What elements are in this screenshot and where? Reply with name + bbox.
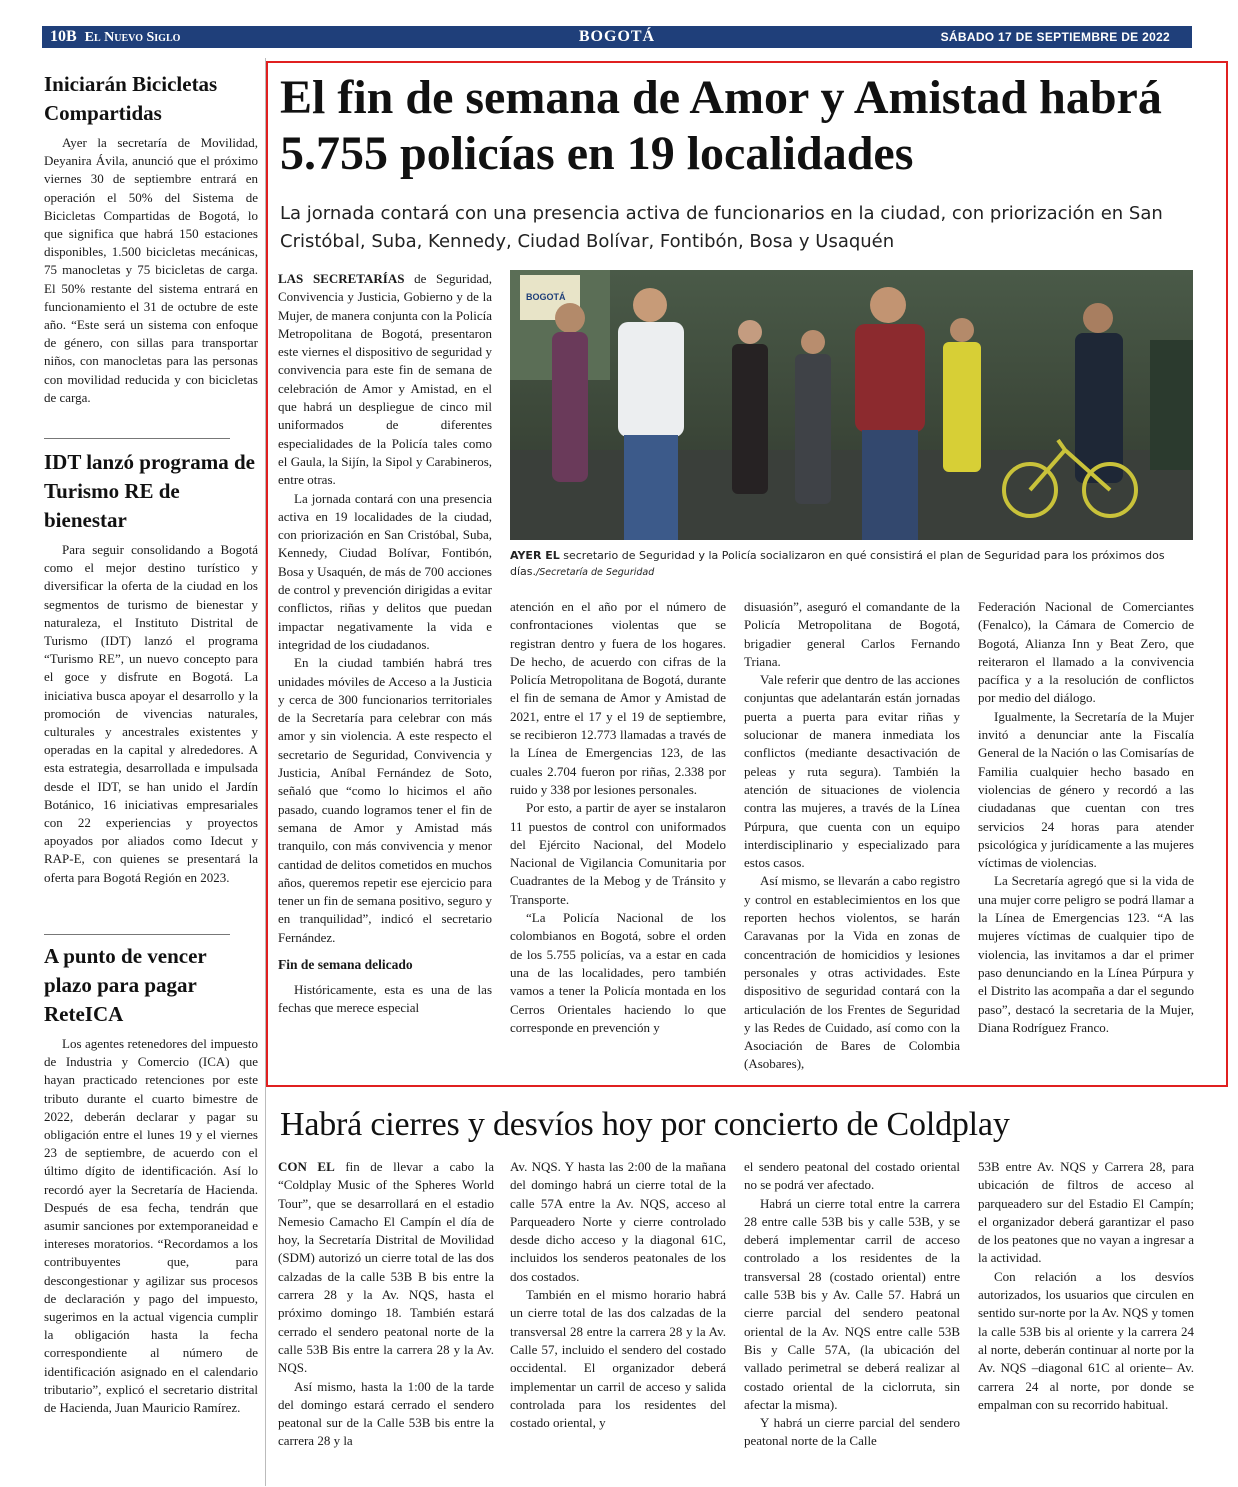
coldplay-headline: Habrá cierres y desvíos hoy por concierto de Coldplay	[280, 1106, 1010, 1143]
main-deck: La jornada contará con una presencia activa de funcionarios en la ciudad, con priorización en San Cristóbal, Suba, Kennedy, Ciudad Bolívar, Fontibón, Bosa y Usaquén	[280, 203, 1163, 252]
paragraph: disuasión”, aseguró el comandante de la Policía Metropolitana de Bogotá, brigadier general Carlos Fernando Triana.	[744, 599, 960, 669]
brief-separator	[44, 934, 230, 935]
coldplay-col-1	[278, 1158, 494, 1451]
caption-lead: AYER EL	[510, 549, 560, 562]
person-5	[855, 287, 925, 540]
paragraph: Así mismo, hasta la 1:00 de la tarde del domingo estará cerrado el sendero peatonal sur de la Calle 53B bis entre la carrera 28 y la	[278, 1378, 494, 1449]
podium-sign-text: BOGOTÁ	[526, 292, 566, 302]
person-2	[618, 288, 684, 540]
photo-credit: /Secretaría de Seguridad	[536, 567, 655, 578]
brief-turismo	[44, 448, 258, 887]
paragraph: fin de llevar a cabo la “Coldplay Music of the Spheres World Tour”, que se desarrollará en el estadio Nemesio Camacho El Campín el día de hoy, la Secretaría Distrital de Movilidad (SDM) autorizó un cierre total de las dos calzadas de la calle 53B B bis entre la carrera 28 y la Av. NQS, hasta el próximo domingo 18. También estará cerrado el sendero peatonal norte de la calle 53B Bis entre la carrera 28 y la Av. NQS.	[278, 1159, 495, 1376]
lead-in: CON EL	[278, 1159, 335, 1174]
coldplay-col-2	[510, 1158, 726, 1432]
main-article-col-2	[510, 598, 726, 1037]
photo-caption	[510, 548, 1193, 581]
paragraph: Así mismo, se llevarán a cabo registro y control en establecimientos en los que reporten hechos violentos, se harán Caravanas por la Vida en zonas de concentración de homicidios y lesiones personales y otras actividades. Este dispositivo de seguridad contará con la articulación de los Frentes de Seguridad y las Redes de Cuidado, así como con la Asociación de Bares de Colombia (Asobares),	[744, 873, 960, 1072]
paragraph: Federación Nacional de Comerciantes (Fenalco), la Cámara de Comercio de Bogotá, Alianza Inn y Beat Zero, que reiteraron el llamado a la convivencia pacífica y a la resolución de conflictos por medio del diálogo.	[978, 599, 1194, 706]
page-number: 10B El Nuevo Siglo	[50, 28, 181, 45]
paragraph: La Secretaría agregó que si la vida de una mujer corre peligro se podrá llamar a la Línea de Emergencias 123. “A las mujeres víctimas de cualquier tipo de violencia, las invitamos a dar el primer paso denunciando en la Línea Púrpura y el Distrito las acompaña a dar el segundo paso”, destacó la secretaria de la Mujer, Diana Rodríguez Franco.	[978, 873, 1194, 1035]
issue-date: SÁBADO 17 DE SEPTIEMBRE DE 2022	[940, 30, 1170, 44]
paragraph: Igualmente, la Secretaría de la Mujer invitó a denunciar ante la Fiscalía General de la Nación o las Comisarías de Familia cualquier hecho basado en violencias de género y recordó a las ciudadanas que cuentan con tres servicios 24 horas para atender psicológica y jurídicamente a las mujeres víctimas de violencias.	[978, 708, 1194, 871]
paragraph: de Seguridad, Convivencia y Justicia, Gobierno y de la Mujer, de manera conjunta con la Policía Metropolitana de Bogotá, presentaron este viernes el dispositivo de seguridad y convivencia para este fin de semana de celebración de Amor y Amistad, en el que habrá un despliegue de cinco mil uniformados de diferentes especialidades de la Policía tales como el Gaula, la Sijín, la Sipol y Carabineros, entre otras.	[278, 271, 492, 488]
newspaper-name: El Nuevo Siglo	[84, 30, 181, 45]
caption-text: secretario de Seguridad y la Policía socializaron en qué consistirá el plan de Seguridad para los próximos dos días.	[510, 549, 1165, 578]
brief-body: Los agentes retenedores del impuesto de Industria y Comercio (ICA) que hayan practicado retenciones por este tributo durante el cuarto bimestre de 2022, deberán declarar y pagar su obligación entre el lunes 19 y el viernes 23 de septiembre, de acuerdo con el último dígito de identificación. Así lo recordó ayer la Secretaría de Hacienda. Después de esa fecha, tendrán que asumir sanciones por extemporaneidad e intereses moratorios. “Recordamos a los contribuyentes que, para descongestionar y agilizar sus procesos de declaración y pago del impuesto, sugerimos en la actual vigencia cumplir la obligación hasta la fecha correspondiente al número de identificación asignado en el calendario tributario”, explicó el secretario distrital de Hacienda, Juan Mauricio Ramírez.	[44, 1036, 258, 1416]
section-name: BOGOTÁ	[578, 28, 656, 45]
brief-separator	[44, 438, 230, 439]
paragraph: La jornada contará con una presencia activa en 19 localidades de la ciudad, con priorización en San Cristóbal, Suba, Kennedy, Ciudad Bolívar, Fontibón, Bosa y Usaquén, de más de 700 acciones de control y prevención dirigidas a evitar conflictos, riñas y delitos que puedan impactar negativamente la vida e integridad de los ciudadanos.	[278, 490, 492, 652]
brief-reteica	[44, 942, 258, 1417]
paragraph: 53B entre Av. NQS y Carrera 28, para ubicación de filtros de acceso al parqueadero sur del Estadio El Campín; el organizador deberá garantizar el paso de los peatones que no vayan a ingresar a la actividad.	[978, 1159, 1194, 1266]
main-article-col-3	[744, 598, 960, 1074]
news-photo	[510, 270, 1193, 540]
paragraph: Vale referir que dentro de las acciones conjuntas que adelantarán están jornadas puerta a puerta para evitar riñas y solucionar de manera inmediata los conflictos (mediante desactivación de peleas y ruta segura). También la atención de situaciones de violencia contra las mujeres, a través de la Línea Púrpura, que cuenta con un equipo interdisciplinario y especializado para estos casos.	[744, 672, 960, 871]
paragraph: Con relación a los desvíos autorizados, los usuarios que circulen en sentido sur-norte por la Av. NQS y tomen la calle 53B bis al oriente y la carrera 24 al norte, deberán continuar al norte por la Av. NQS –diagonal 61C al oriente– Av. carrera 24 al norte, por donde se empalman con su recorrido habitual.	[978, 1268, 1194, 1412]
paragraph: Por esto, a partir de ayer se instalaron 11 puestos de control con uniformados del Ejército Nacional, del Modelo Nacional de Vigilancia Comunitaria por Cuadrantes de la Mebog y de Tránsito y Transporte.	[510, 800, 726, 907]
paragraph: En la ciudad también habrá tres unidades móviles de Acceso a la Justicia y cerca de 300 funcionarios territoriales de la Secretaría para celebrar con más amor y sin violencia. A este respecto el secretario de Seguridad, Convivencia y Justicia, Aníbal Fernández de Soto, señaló que “como lo hicimos el año pasado, cuando logramos tener el fin de semana de Amor y Amistad más tranquilo, con más convivencia y menor cantidad de delitos cometidos en muchos años, queremos repetir ese ejercicio para tener un fin de semana positivo, seguro y en tranquilidad”, indicó el secretario Fernández.	[278, 655, 492, 945]
subheading: Fin de semana delicado	[278, 956, 413, 972]
coldplay-col-4	[978, 1158, 1194, 1414]
page-header-bar	[42, 26, 1192, 48]
brief-body: Ayer la secretaría de Movilidad, Deyanira Ávila, anunció que el próximo viernes 30 de septiembre entrará en operación el 50% del Sistema de Bicicletas Compartidas de Bogotá, lo que significa que habrá 150 estaciones disponibles, 1.500 bicicletas mecánicas, 75 manocletas y 75 bicicletas de carga. El 50% restante del sistema entrará en funcionamiento el 31 de octubre de este año. “Este será un sistema con enfoque de género, con sillas para transportar niños, con manocletas para las personas con movilidad reducida y con bicicletas de carga.	[44, 135, 258, 405]
coldplay-col-3	[744, 1158, 960, 1451]
paragraph: Históricamente, esta es una de las fechas que merece especial	[278, 981, 492, 1016]
brief-bicicletas	[44, 70, 258, 407]
brief-title: A punto de vencer plazo para pagar ReteICA	[44, 944, 207, 1026]
paragraph: atención en el año por el número de confrontaciones violentas que se registran dentro y fuera de los hogares. De hecho, de acuerdo con cifras de la Policía Metropolitana de Bogotá, durante el fin de semana de Amor y Amistad de 2021, entre el 17 y el 19 de septiembre, se recibieron 12.773 llamadas a través de la Línea de Emergencias 123, de las cuales 2.704 fueron por riñas, 2.338 por ruido y 338 por lesiones personales.	[510, 599, 726, 797]
lead-in: LAS SECRETARÍAS	[278, 271, 405, 286]
person-3	[732, 320, 768, 494]
brief-title: Iniciarán Bicicletas Compartidas	[44, 72, 218, 125]
main-headline: El fin de semana de Amor y Amistad habrá 5.755 policías en 19 localidades	[280, 71, 1162, 180]
paragraph: Habrá un cierre total entre la carrera 28 entre calle 53B bis y calle 53B, y se deberá implementar carril de acceso controlado a los residentes de la transversal 28 (costado oriental) entre calle 53B bis y Av. Calle 57. Habrá un cierre parcial del sendero peatonal oriental de la Av. NQS entre calle 53B Bis y Calle 57A, (la ubicación del vallado perimetral se deberá realizar al costado oriental de la ciclorruta, sin afectar la misma).	[744, 1195, 960, 1412]
paragraph: el sendero peatonal del costado oriental no se podrá ver afectado.	[744, 1159, 960, 1193]
person-4	[795, 330, 831, 504]
paragraph: Av. NQS. Y hasta las 2:00 de la mañana del domingo habrá un cierre total de la calle 57A entre la Av. NQS, acceso al Parqueadero Norte y cierre controlado desde dicho acceso y la diagonal 61C, incluidos los senderos peatonales de los dos costados.	[510, 1159, 726, 1284]
paragraph: “La Policía Nacional de los colombianos en Bogotá, sobre el orden de los 5.755 policías, va a estar en cada una de las localidades, pero también vamos a tener la Policía montada en los Cerros Orientales haciendo lo que corresponde en prevención y	[510, 910, 726, 1035]
main-article-col-1	[278, 270, 492, 1018]
brief-body: Para seguir consolidando a Bogotá como el mejor destino turístico y diversificar la oferta de la ciudad en los segmentos de turismo de bienestar y naturaleza, el Instituto Distrital de Turismo (IDT) lanzó el programa “Turismo RE”, un nuevo concepto para el goce y disfrute en Bogotá. La iniciativa busca apoyar el desarrollo y la promoción de vivencias naturales, culturales y ancestrales existentes y operadas en la capital y alrededores. A esta estrategia, desarrollada e impulsada desde el IDT, se han unido el Jardín Botánico, 16 iniciativas empresariales con 22 experiencias y proyectos apoyados por aliados como Idecut y RAP-E, con quienes se presentará la oferta para Bogotá Región en 2023.	[44, 542, 258, 885]
brief-title: IDT lanzó programa de Turismo RE de bienestar	[44, 450, 255, 532]
main-article-col-4	[978, 598, 1194, 1037]
paragraph: También en el mismo horario habrá un cierre total de las dos calzadas de la transversal 28 entre la carrera 28 y la Av. Calle 57, incluido el sendero del costado occidental. El organizador deberá implementar un carril de acceso y salida controlada para los residentes del costado oriental, y	[510, 1287, 726, 1431]
paragraph: Y habrá un cierre parcial del sendero peatonal norte de la Calle	[744, 1415, 960, 1449]
